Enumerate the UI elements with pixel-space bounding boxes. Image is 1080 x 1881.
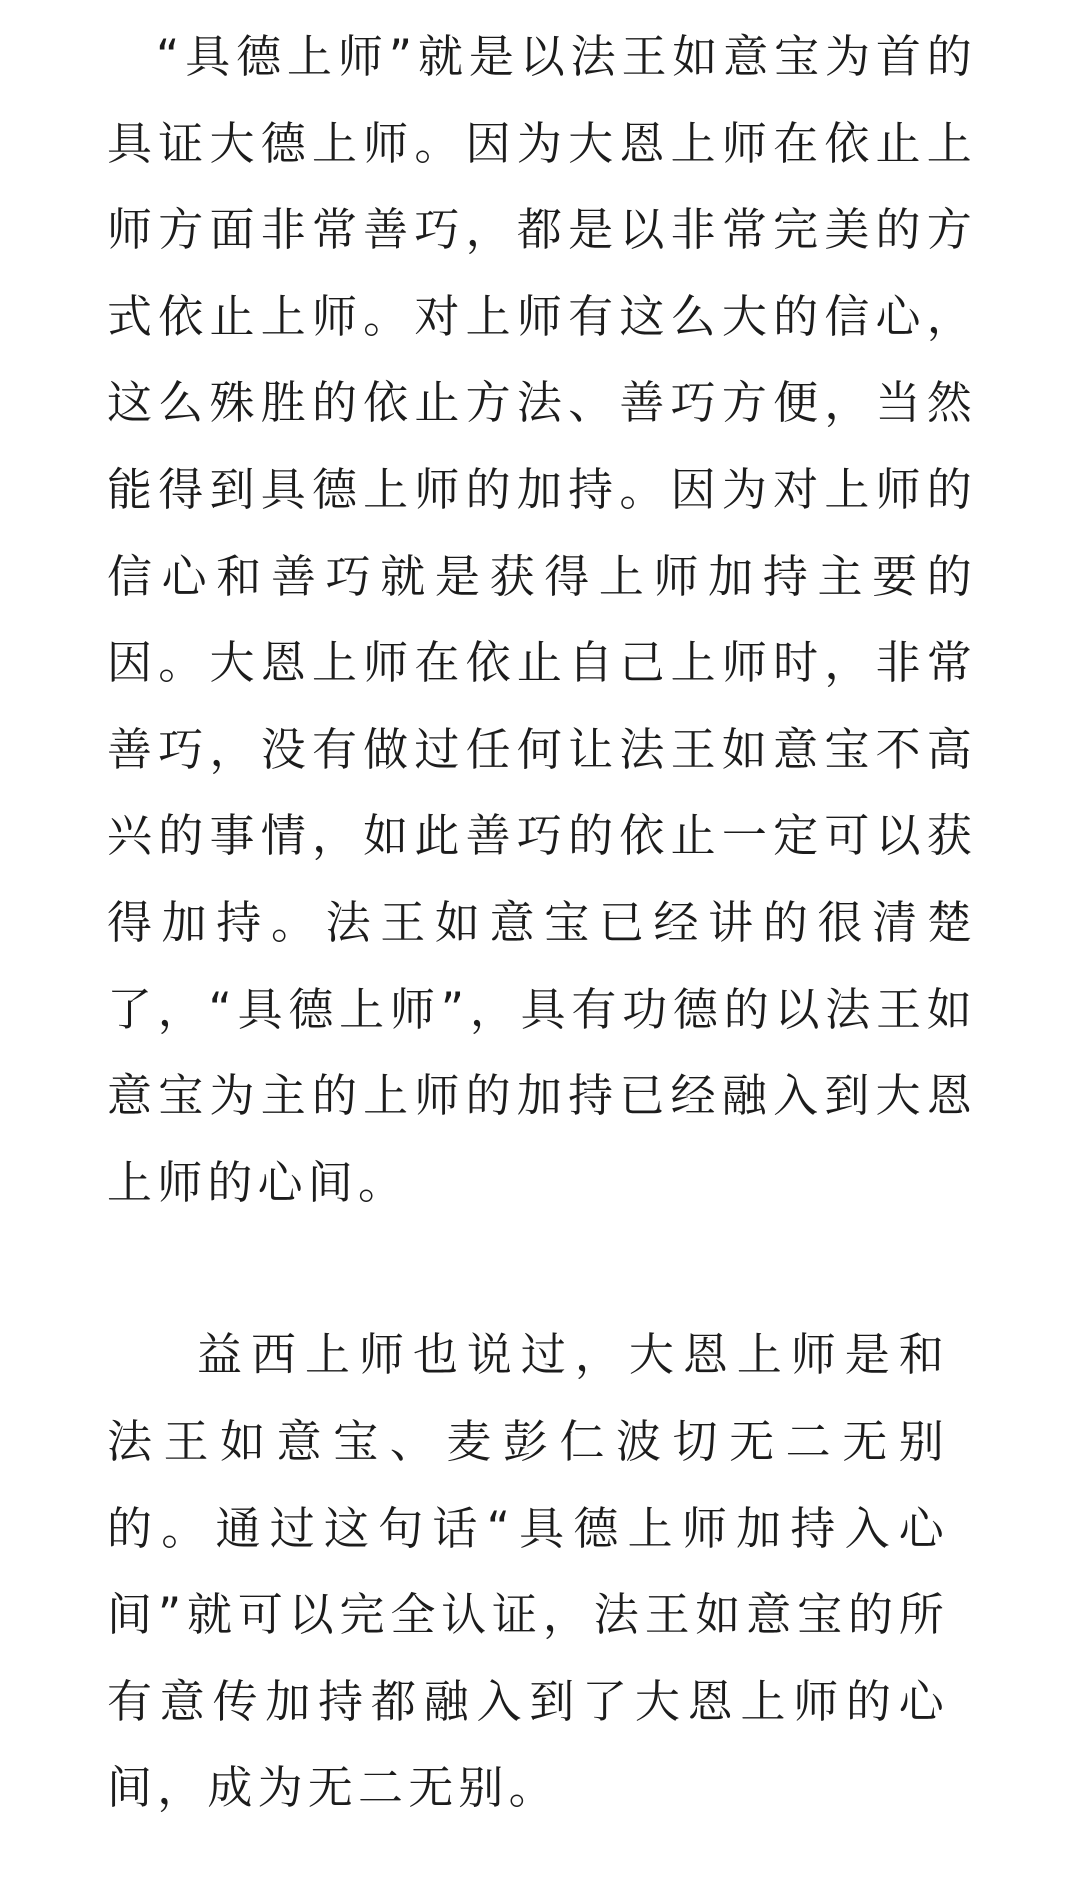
article-body — [107, 0, 977, 1832]
paragraph-1: “具德上师”就是以法王如意宝为首的具证大德上师。因为大恩上师在依止上师方面非常善巧，都是以非常完美的方式依止上师。对上师有这么大的信心，这么殊胜的依止方法、善巧方便，当然能得到具德上师的加持。因为对上师的信心和善巧就是获得上师加持主要的因。大恩上师在依止自己上师时，非常善巧，没有做过任何让法王如意宝不高兴的事情，如此善巧的依止一定可以获得加持。法王如意宝已经讲的很清楚了，“具德上师”，具有功德的以法王如意宝为主的上师的加持已经融入到大恩上师的心间。 — [107, 30, 977, 1209]
paragraph-2: 益西上师也说过，大恩上师是和法王如意宝、麦彭仁波切无二无别的。通过这句话“具德上师加持入心间”就可以完全认证，法王如意宝的所有意传加持都融入到了大恩上师的心间，成为无二无别。 — [107, 1328, 949, 1815]
